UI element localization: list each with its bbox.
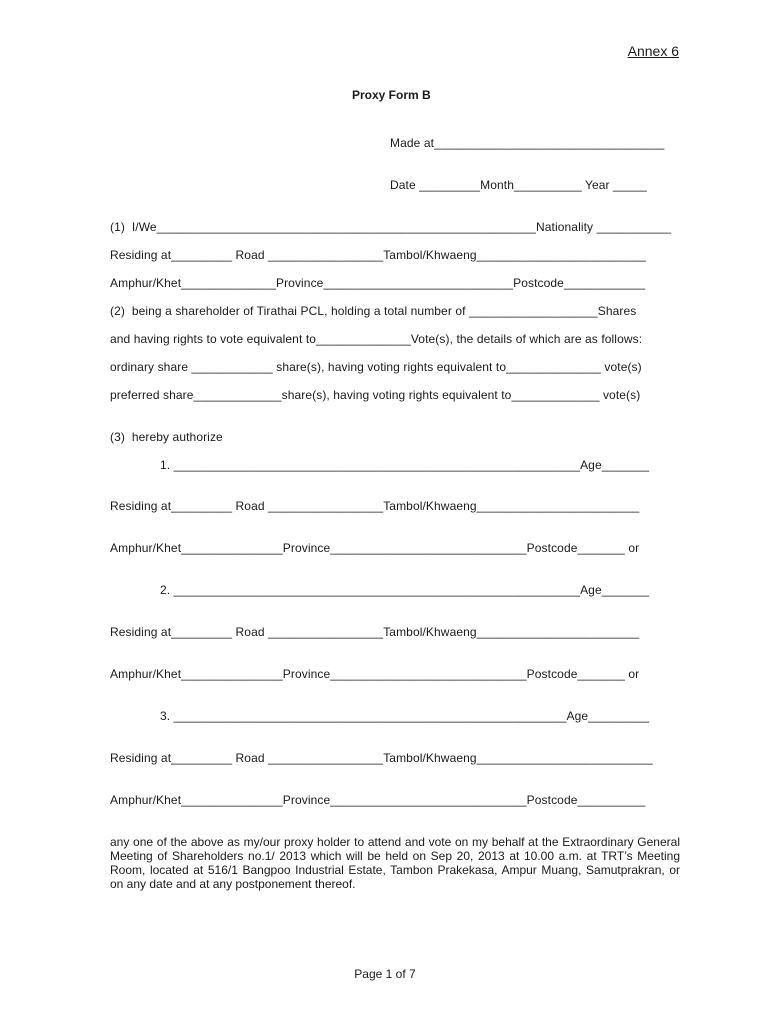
proxy-2-amphur-line: Amphur/Khet_______________Province_____________________________Postcode_______ or bbox=[110, 667, 640, 681]
shareholder-amphur-line: Amphur/Khet______________Province____________________________Postcode____________ bbox=[110, 276, 646, 290]
proxy-3-amphur-line: Amphur/Khet_______________Province_____________________________Postcode__________ bbox=[110, 793, 646, 807]
ordinary-share-line: ordinary share ____________ share(s), having voting rights equivalent to______________ vote(s) bbox=[110, 360, 642, 374]
votes-total-line: and having rights to vote equivalent to______________Vote(s), the details of which are as follows: bbox=[110, 332, 643, 346]
date-field: Date _________Month__________ Year _____ bbox=[390, 178, 647, 192]
shareholder-name-line: (1) I/We________________________________________________________Nationality ___________ bbox=[110, 220, 672, 234]
proxy-1-name-line: 1. ____________________________________________________________Age_______ bbox=[160, 458, 650, 472]
form-title: Proxy Form B bbox=[352, 88, 431, 102]
proxy-3-residing-line: Residing at_________ Road _________________Tambol/Khwaeng__________________________ bbox=[110, 751, 653, 765]
page-number: Page 1 of 7 bbox=[354, 967, 416, 981]
proxy-2-name-line: 2. ____________________________________________________________Age_______ bbox=[160, 583, 650, 597]
shares-total-line: (2) being a shareholder of Tirathai PCL, holding a total number of ___________________Shares bbox=[110, 304, 637, 318]
proxy-1-residing-line: Residing at_________ Road _________________Tambol/Khwaeng________________________ bbox=[110, 499, 640, 513]
preferred-share-line: preferred share_____________share(s), having voting rights equivalent to_____________ vote(s) bbox=[110, 388, 641, 402]
authorize-heading: (3) hereby authorize bbox=[110, 430, 223, 444]
made-at-field: Made at__________________________________ bbox=[390, 136, 665, 150]
shareholder-residing-line: Residing at_________ Road _________________Tambol/Khwaeng_________________________ bbox=[110, 248, 647, 262]
proxy-3-name-line: 3. __________________________________________________________Age_________ bbox=[160, 709, 650, 723]
proxy-1-amphur-line: Amphur/Khet_______________Province_____________________________Postcode_______ or bbox=[110, 541, 640, 555]
annex-label: Annex 6 bbox=[627, 43, 679, 59]
closing-paragraph: any one of the above as my/our proxy holder to attend and vote on my behalf at the Extraordinary General Meeting of Shareholders no.1/ 2013 which will be held on Sep 20, 2013 at 10.00 a.m. at TRT’s Meeting Room, located at 516/1 Bangpoo Industrial Estate, Tambon Prakekasa, Ampur Muang, Samutprakran, or on any date and at any postponement thereof. bbox=[110, 835, 680, 891]
proxy-2-residing-line: Residing at_________ Road _________________Tambol/Khwaeng________________________ bbox=[110, 625, 640, 639]
